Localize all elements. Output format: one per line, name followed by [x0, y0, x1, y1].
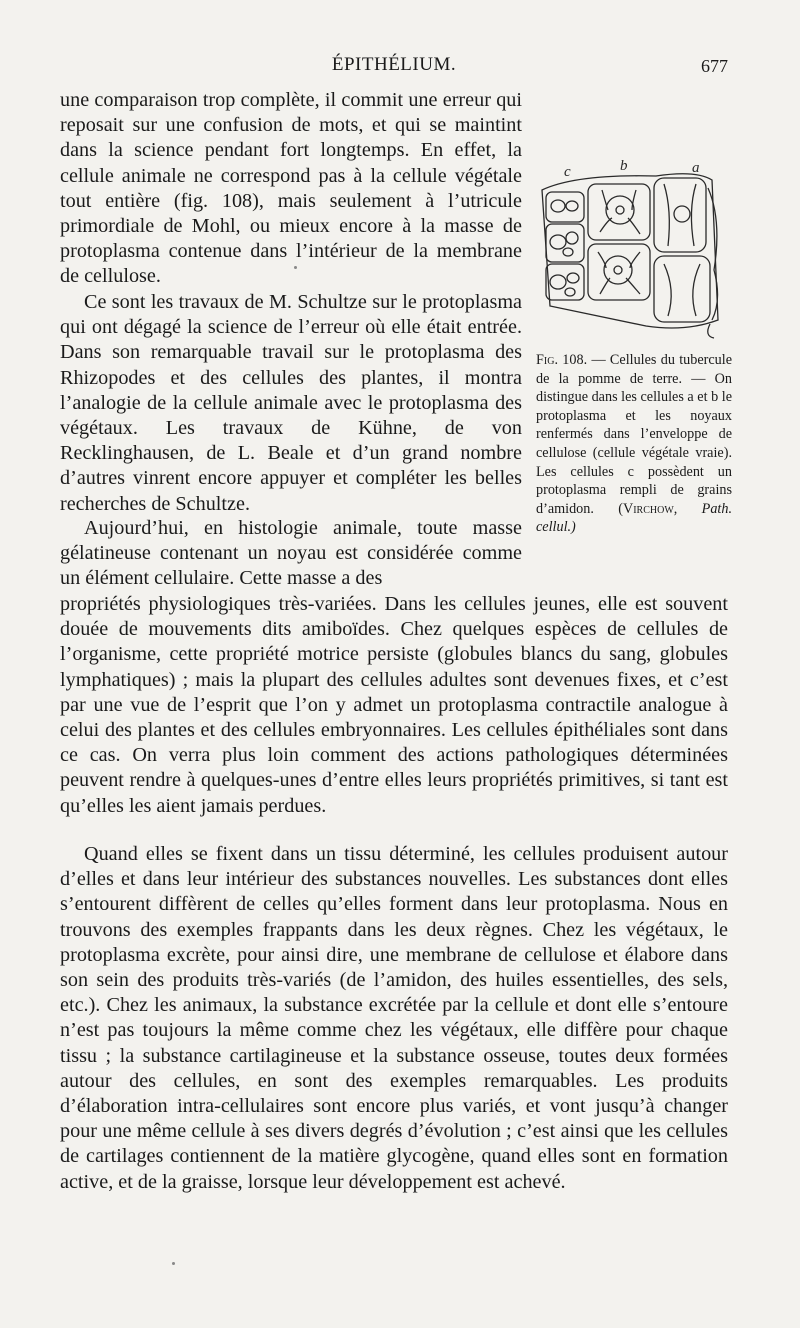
figure-108-caption [536, 351, 732, 537]
caption-figure-number: Fig. 108. [536, 352, 588, 368]
paragraph-2: Ce sont les travaux de M. Schultze sur le protoplasma qui ont dégagé la science de l’erreur où elle était entrée. Dans son remarquable travail sur le protoplasma des Rhizopodes et des cellules des plantes, il montra l’analogie de la cellule animale avec le protoplasma des végétaux. Les travaux de Kühne, de von Recklinghausen, de L. Beale et d’un grand nombre d’autres vinrent encore appuyer et compléter les belles recherches de Schultze. [60, 291, 522, 515]
paragraph-3-start: Aujourd’hui, en histologie animale, toute masse gélatineuse contenant un noyau est considérée comme un élément cellulaire. Cette masse a des [60, 517, 522, 590]
caption-source-work: Path. cellul.) [536, 500, 732, 536]
paragraph-1: une comparaison trop complète, il commit une erreur qui reposait sur une confusion de mots, et qui se maintint dans la science pendant fort longtemps. En effet, la cellule animale ne correspond pas à la cellule végétale tout entière (fig. 108), mais seulement à l’utricule primordiale de Mohl, ou mieux encore à la masse de protoplasma contenue dans l’intérieur de la membrane de cellulose. [60, 89, 522, 288]
paragraph-3-end: propriétés physiologiques très-variées. Dans les cellules jeunes, elle est souvent douée de mouvements dits amiboïdes. Chez quelques espèces de cellules de l’organisme, cette propriété motrice persiste (globules blancs du sang, globules lymphatiques) ; mais la plupart des cellules adultes sont devenues fixes, et c’est par une vue de l’esprit que l’on y admet un protoplasma contractile analogue à celui des plantes et des cellules embryonnaires. Les cellules épithéliales sont dans ce cas. On verra plus loin comment des actions pathologiques déterminées peuvent rendre à quelques-unes d’entre elles leurs propriétés primitives, si tant est qu’elles les aient jamais perdues. [60, 593, 728, 817]
caption-text: — Cellules du tubercule de la pomme de terre. — On distingue dans les cellules a et b le protoplasma et les noyaux renfermés dans l’enveloppe de cellulose (cellule végétale vraie). Les cellules c possèdent un protoplasma rempli de grains d’amidon. [536, 352, 732, 517]
page-header [60, 54, 728, 82]
paper-speck [172, 1262, 175, 1265]
paragraph-4: Quand elles se fixent dans un tissu déterminé, les cellules produisent autour d’elles et dans leur intérieur des substances nouvelles. Les substances dont elles s’entourent diffèrent de celles qu’elles forment dans leur protoplasma. Nous en trouvons des exemples frappants dans les deux règnes. Chez les végétaux, le protoplasma excrète, pour ainsi dire, une membrane de cellulose et élabore dans son sein des produits très-variés (de l’amidon, des huiles essentielles, des sels, etc.). Chez les animaux, la substance excrétée par la cellule et dont elle s’entoure n’est pas toujours la même comme chez les végétaux, elle diffère pour chaque tissu ; la substance cartilagineuse et la substance osseuse, toutes deux formées autour des cellules, en sont des exemples remarquables. Les produits d’élaboration intra-cellulaires sont encore plus variés, et vont jusqu’à changer pour une même cellule à ses divers degrés d’évolution ; c’est ainsi que les cellules de cartilages contiennent de la matière glycogène, quand elles sont en formation active, et de la graisse, lorsque leur développement est achevé. [60, 843, 728, 1193]
label-c: c [564, 164, 571, 180]
page-number: 677 [701, 56, 728, 76]
running-title: ÉPITHÉLIUM. [331, 54, 457, 75]
paper-speck [294, 266, 297, 269]
label-a: a [692, 160, 700, 176]
figure-108-illustration [536, 160, 732, 350]
label-b: b [620, 160, 628, 174]
potato-tuber-cells-drawing [536, 160, 732, 350]
caption-source-author: (Virchow, [618, 500, 678, 517]
